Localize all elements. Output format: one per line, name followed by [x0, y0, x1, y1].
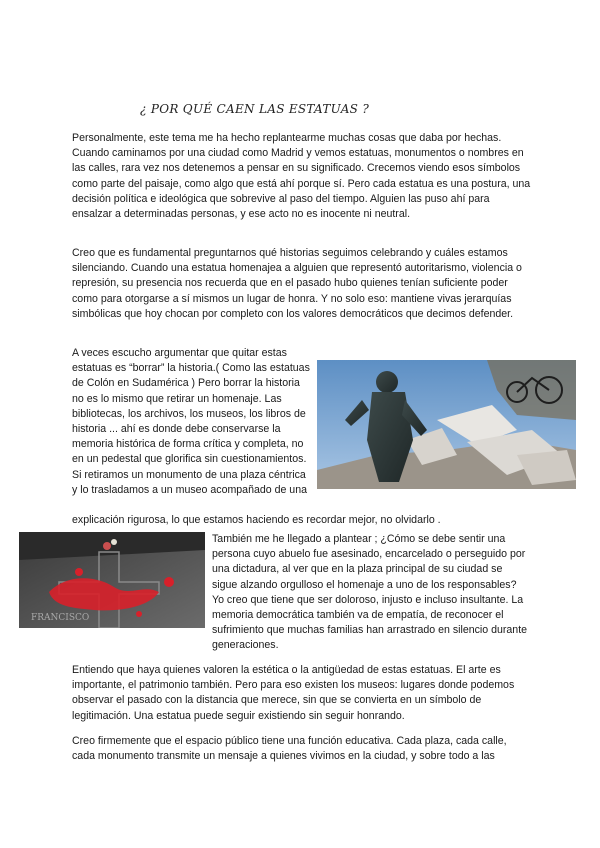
- paragraph-3-end: explicación rigurosa, lo que estamos haciendo es recordar mejor, no olvidarlo .: [72, 514, 441, 526]
- document-title: ¿ POR QUÉ CAEN LAS ESTATUAS ?: [140, 102, 370, 116]
- paragraph-4: También me he llegado a plantear ; ¿Cómo se debe sentir una persona cuyo abuelo fue asesinado, encarcelado o perseguido por una dictadura, al ver que en la plaza principal de su ciudad se sigue alzando orgulloso el homenaje a uno de los responsables? Yo creo que tiene que ser doloroso, injusto e incluso insultante. La memoria democrática también va de empatía, de reconocer el sufrimiento que muchas familias han arrastrado en silencio durante generaciones.: [212, 533, 528, 652]
- paragraph-5: Entiendo que haya quienes valoren la estética o la antigüedad de estas estatuas. El arte es importante, el patrimonio también. Pero para eso existen los museos: lugares donde podemos observar el pasado con la distancia que merece, sin que se convierta en un símbolo de legitimación. Una estatua puede seguir existiendo sin seguir honrando.: [72, 664, 515, 722]
- paragraph-3: A veces escucho argumentar que quitar estas estatuas es “borrar” la historia.( Como las estatuas de Colón en Sudamérica ) Pero borrar la historia no es lo mismo que retirar un homenaje. Las bibliotecas, los archivos, los museos, los libros de historia ... ahí es donde debe conservarse la memoria histórica de forma crítica y completa, no en un pedestal que glorifica sin cuestionamientos. Si retiramos un monumento de una plaza céntrica y lo trasladamos a un museo acompañado de una: [72, 347, 310, 496]
- paragraph-6: Creo firmemente que el espacio público tiene una función educativa. Cada plaza, cada calle, cada monumento transmite un mensaje a quienes vivimos en la ciudad, y sobre todo a las: [72, 735, 507, 763]
- toppled-statue-photo: [317, 360, 576, 489]
- vandalized-grave-photo: [19, 532, 205, 628]
- grave-inscription: FRANCISCO: [31, 613, 90, 623]
- paragraph-1: Personalmente, este tema me ha hecho replantearme muchas cosas que daba por hechas. Cuando caminamos por una ciudad como Madrid y vemos estatuas, monumentos o nombres en las calles, rara vez nos detenemos a pensar en su significado. Crecemos viendo esos símbolos como parte del paisaje, como algo que está ahí porque sí. Pero cada estatua es una postura, una decisión política e ideológica que sobrevive al paso del tiempo. Alguien las puso ahí para ensalzar a determinadas personas, y ese acto no es inocente ni neutral.: [72, 132, 531, 221]
- paragraph-2: Creo que es fundamental preguntarnos qué historias seguimos celebrando y cuáles estamos silenciando. Cuando una estatua homenajea a alguien que representó autoritarismo, violencia o represión, su presencia nos recuerda que en el pasado hubo quienes tenían suficiente poder como para otorgarse a sí mismos un lugar de honra. Y no solo eso: mantiene vivas jerarquías simbólicas que hoy chocan por completo con los valores democráticos que decimos defender.: [72, 247, 522, 320]
